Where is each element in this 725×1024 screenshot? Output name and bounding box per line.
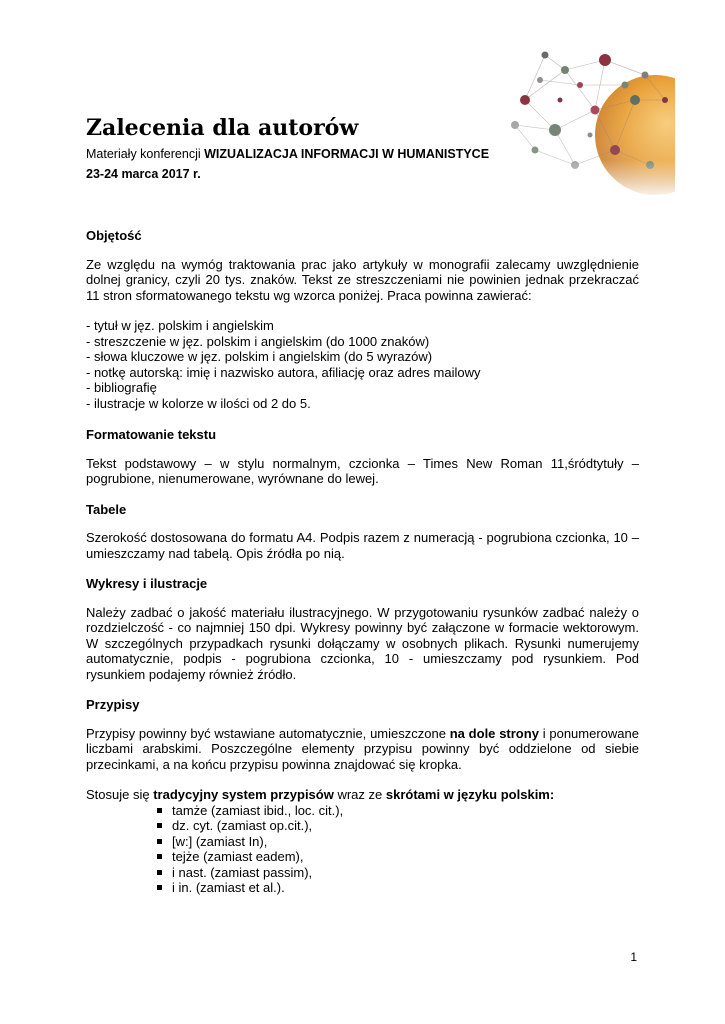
list-item: - tytuł w jęz. polskim i angielskim	[86, 318, 274, 333]
text-span: Stosuje się	[86, 787, 154, 802]
list-item: - notkę autorską: imię i nazwisko autora, afiliację oraz adres mailowy	[86, 364, 481, 380]
bold-phrase: na dole strony	[449, 725, 539, 741]
section-heading-charts: Wykresy i ilustracje	[86, 576, 208, 591]
conference-dates: 23-24 marca 2017 r.	[86, 167, 201, 181]
list-item: - bibliografię	[86, 380, 157, 395]
document-body	[86, 228, 639, 896]
paragraph-footnotes	[86, 726, 639, 773]
text-span: Przypisy powinny być wstawiane automatycznie, umieszczone	[86, 725, 450, 741]
subtitle-prefix: Materiały konferencji	[86, 147, 205, 161]
bullet-item: [w:] (zamiast In),	[156, 834, 639, 850]
paragraph-charts: Należy zadbać o jakość materiału ilustracyjnego. W przygotowaniu rysunków zadbać należy o rozdzielczość - co najmniej 150 dpi. Wykresy powinny być załączone w formacie wektorowym. W szczególnych przypadkach rysunki dołączamy w osobnych plikach. Rysunki numerujemy automatycznie, podpis - pogrubiona czcionka, 10 - umieszczamy pod rysunkiem. Pod rysunkiem podajemy również źródło.	[86, 604, 639, 682]
bullet-item: dz. cyt. (zamiast op.cit.),	[156, 818, 639, 834]
section-heading-formatting: Formatowanie tekstu	[86, 427, 217, 442]
list-item: - streszczenie w jęz. polskim i angielskim (do 1000 znaków)	[86, 333, 430, 349]
conference-subtitle	[86, 147, 489, 161]
section-heading-footnotes: Przypisy	[86, 697, 140, 712]
bullet-item: i nast. (zamiast passim),	[156, 865, 639, 881]
list-item: - słowa kluczowe w jęz. polskim i angielskim (do 5 wyrazów)	[86, 349, 433, 364]
bold-phrase: tradycyjny system przypisów	[153, 787, 334, 802]
section-heading-tables: Tabele	[86, 501, 127, 517]
paragraph-abbreviations	[86, 787, 639, 803]
abbreviations-list	[86, 803, 639, 896]
requirements-list	[86, 318, 639, 411]
paragraph-tables: Szerokość dostosowana do formatu A4. Podpis razem z numeracją - pogrubiona czcionka, 10 – umieszczamy nad tabelą. Opis źródła po nią.	[86, 530, 639, 561]
section-heading-volume: Objętość	[86, 228, 142, 243]
bullet-item: i in. (zamiast et al.).	[156, 880, 639, 896]
text-span: wraz ze	[333, 787, 386, 802]
list-item: - ilustracje w kolorze w ilości od 2 do 5.	[86, 395, 311, 411]
bullet-item: tamże (zamiast ibid., loc. cit.),	[156, 803, 639, 819]
bullet-item: tejże (zamiast eadem),	[156, 849, 639, 865]
network-graph-icon	[505, 40, 675, 200]
paragraph-volume: Ze względu na wymóg traktowania prac jako artykuły w monografii zalecamy uwzględnienie dolnej granicy, czyli 20 tys. znaków. Tekst ze streszczeniami nie powinien jednak przekraczać 11 stron sformatowanego tekstu wg wzorca poniżej. Praca powinna zawierać:	[86, 256, 639, 303]
page-number: 1	[630, 950, 637, 964]
document-title: Zalecenia dla autorów	[86, 115, 359, 141]
conference-name: WIZUALIZACJA INFORMACJI W HUMANISTYCE	[204, 147, 490, 161]
bold-phrase: skrótami w języku polskim:	[385, 787, 555, 802]
paragraph-formatting: Tekst podstawowy – w stylu normalnym, czcionka – Times New Roman 11,śródtytuły – pogrubione, nienumerowane, wyrównane do lewej.	[86, 455, 639, 486]
text-span: i ponumerowane liczbami arabskimi. Poszczególne elementy przypisu powinny być oddzielone od siebie przecinkami, a na końcu przypisu powinna znajdować się kropka.	[86, 725, 639, 772]
